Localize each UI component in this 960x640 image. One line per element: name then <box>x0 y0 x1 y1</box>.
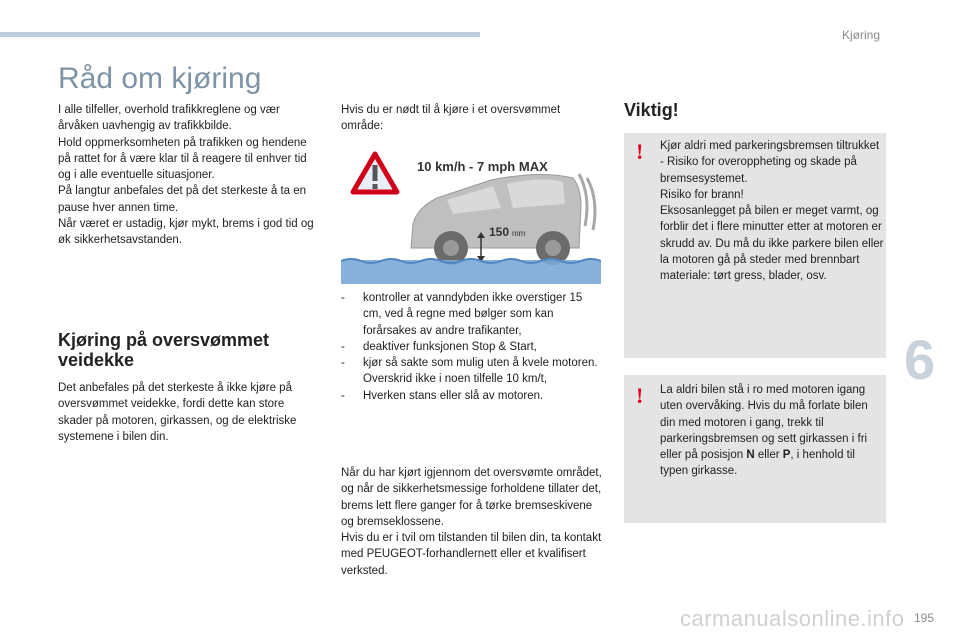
flood-paragraph: Det anbefales på det sterkeste å ikke kjøre på oversvømmet veidekke, fordi dette kan store skader på motoren, girkassen, og de elektriske systemene i bilen din. <box>58 382 297 443</box>
list-dash: - <box>341 340 345 353</box>
chapter-number: 6 <box>904 328 936 391</box>
warning-text-part: La aldri bilen stå i ro med motoren igang uten overvåking. Hvis du må forlate bilen din med motoren i gang, trekk til parkeringsbremsen og sett girkassen i fri eller på posisjon <box>660 384 868 462</box>
list-dash: - <box>341 389 345 402</box>
warning-text: Kjør aldri med parkeringsbremsen tiltrukket - Risiko for overoppheting og skade på bremsesystemet. Risiko for brann! Eksosanlegget på bilen er meget varmt, og forblir det i flere minutter etter at motoren er skrudd av. Du må du ikke parkere bilen eller la motoren gå på steder med brennbart materiale: tørt gress, blader, osv. <box>660 140 884 283</box>
flood-heading: Kjøring på oversvømmet veidekke <box>58 330 270 370</box>
page-title: Råd om kjøring <box>58 62 262 95</box>
warning-text-part: eller <box>754 449 783 462</box>
section-label: Kjøring <box>842 28 881 42</box>
flood-driving-illustration <box>341 148 601 288</box>
speed-limit-label: 10 km/h - 7 mph MAX <box>417 159 548 174</box>
watermark: carmanualsonline.info <box>680 606 905 631</box>
warning-box-idling <box>624 375 886 523</box>
intro-paragraph: I alle tilfeller, overhold trafikkreglene og vær årvåken uavhengig av trafikkbilde. Hold oppmerksomheten på trafikken og hendene på rattet for å være klar til å reagere til enhver tid og i alle eventuelle situasjoner. På langtur anbefales det på det sterkeste å ta en pause hver annen time. Når været er ustadig, kjør mykt, brems i god tid og øk sikkerhetsavstanden. <box>58 104 314 247</box>
list-item <box>341 290 603 339</box>
list-dash: - <box>341 357 345 370</box>
flood-intro-paragraph: Hvis du er nødt til å kjøre i et oversvømmet område: <box>341 104 561 133</box>
list-item-text: deaktiver funksjonen Stop & Start, <box>363 340 537 353</box>
warning-text-part: , i henhold til typen girkasse. <box>660 449 855 478</box>
flood-instructions-list <box>341 290 603 404</box>
gear-n-label: N <box>746 449 755 462</box>
list-item <box>341 355 603 388</box>
list-item-text: Hverken stans eller slå av motoren. <box>363 389 544 402</box>
list-item-text: kjør så sakte som mulig uten å kvele motoren. Overskrid ikke i noen tilfelle 10 km/t, <box>363 357 598 386</box>
after-flood-paragraph: Når du har kjørt igjennom det oversvømte området, og når de sikkerhetsmessige forholdene tillater det, brems lett flere ganger for å tørke bremseskivene og bremseklossene. Hvis du er i tvil om tilstanden til bilen din, ta kontakt med PEUGEOT-forhandlernett eller et kvalifisert verksted. <box>341 467 602 577</box>
important-heading: Viktig! <box>624 100 679 120</box>
water-surface <box>341 260 601 284</box>
list-item <box>341 339 603 355</box>
list-dash: - <box>341 292 345 304</box>
depth-value: 150 <box>489 225 510 239</box>
exclamation-icon: ! <box>636 383 644 408</box>
depth-unit: mm <box>512 229 526 238</box>
list-item <box>341 388 603 404</box>
gear-p-label: P <box>782 449 791 462</box>
warning-box-parking-brake <box>624 133 886 358</box>
warning-text <box>660 382 886 480</box>
top-accent-bar <box>0 32 480 37</box>
page-number: 195 <box>914 611 935 625</box>
list-item-text: kontroller at vanndybden ikke overstiger 15 cm, ved å regne med bølger som kan forårsakes av andre trafikanter, <box>363 292 583 337</box>
exclamation-icon: ! <box>636 139 644 164</box>
